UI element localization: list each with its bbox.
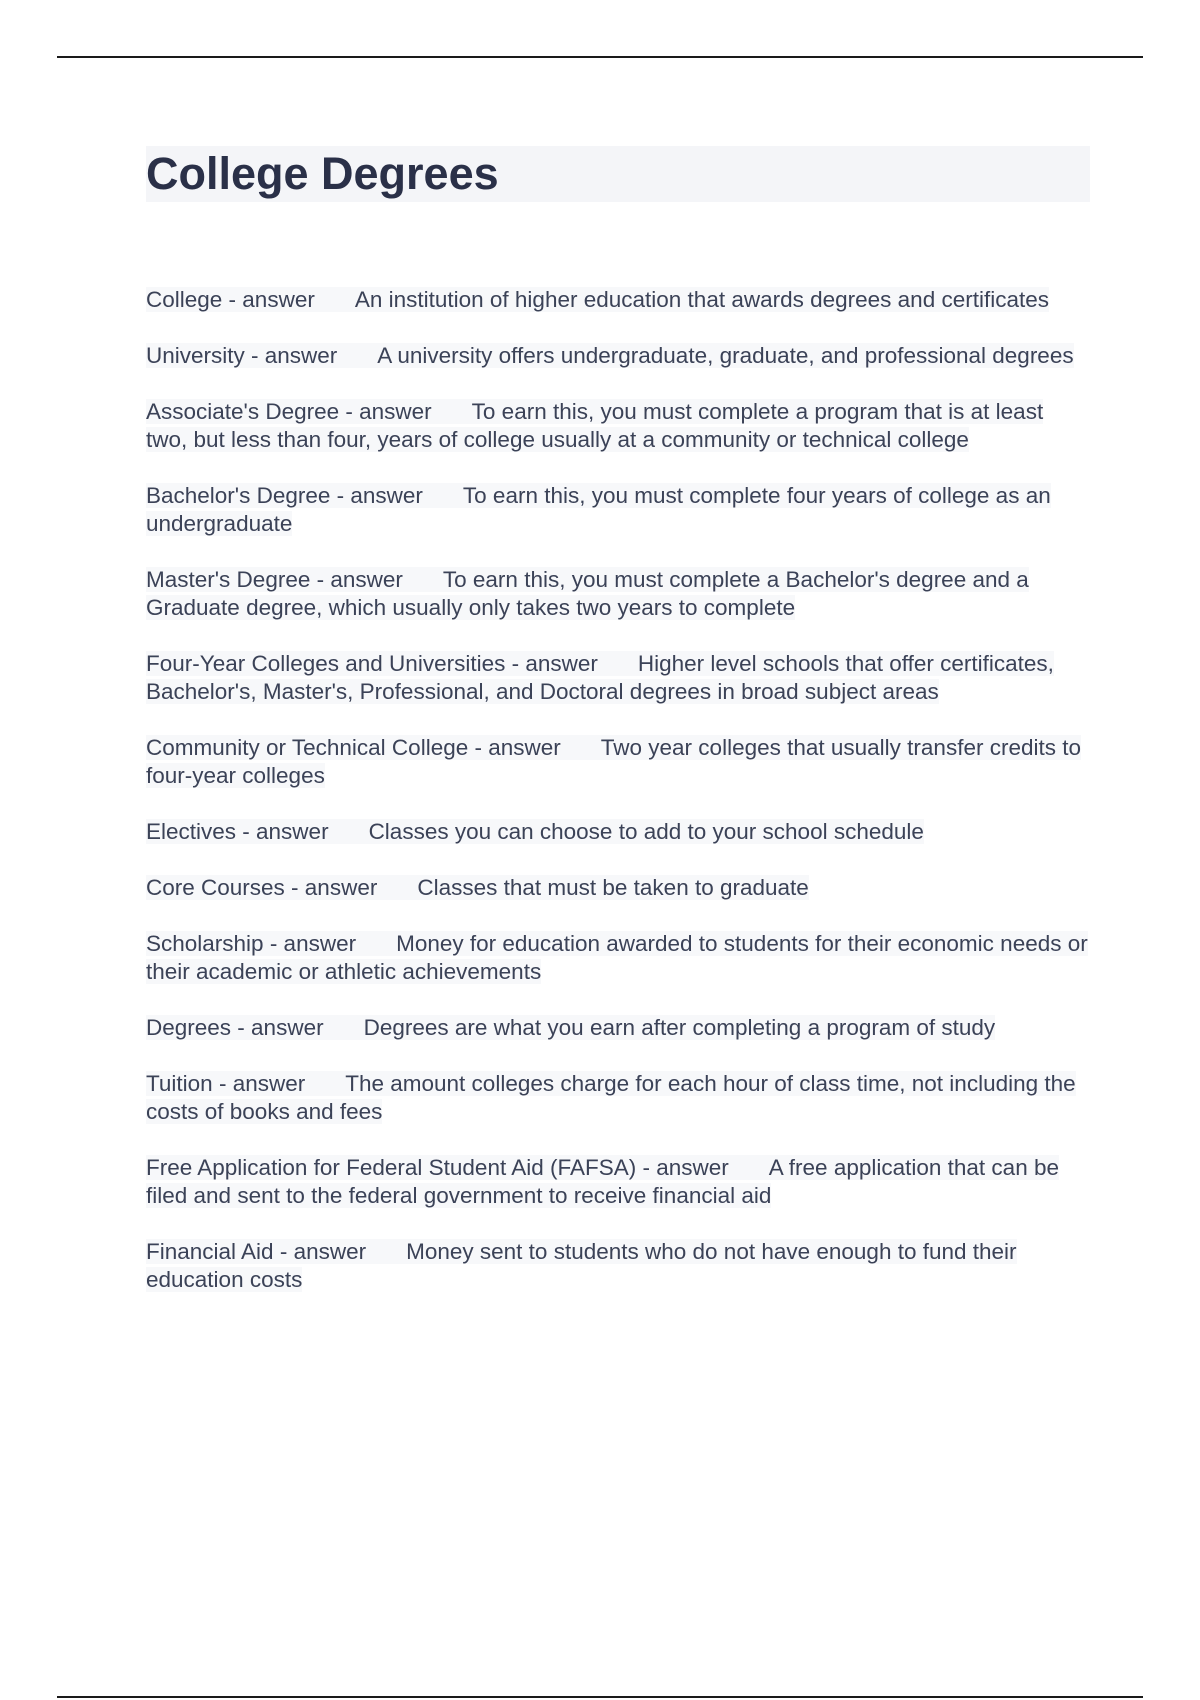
list-item — [146, 874, 1090, 902]
list-item — [146, 566, 1090, 622]
list-item — [146, 1154, 1090, 1210]
entry-term: Community or Technical College - answer — [146, 735, 561, 760]
entry-definition: Classes you can choose to add to your school schedule — [368, 819, 924, 844]
entry-term: Electives - answer — [146, 819, 329, 844]
entry-term: Master's Degree - answer — [146, 567, 403, 592]
entry-definition: The amount colleges charge for each hour of class time, not including the costs of books and fees — [146, 1071, 1076, 1124]
list-item — [146, 482, 1090, 538]
entry-term: Degrees - answer — [146, 1015, 324, 1040]
entry-term: Associate's Degree - answer — [146, 399, 432, 424]
list-item — [146, 398, 1090, 454]
entry-term: Tuition - answer — [146, 1071, 306, 1096]
entry-definition: Higher level schools that offer certificates, Bachelor's, Master's, Professional, and Doctoral degrees in broad subject areas — [146, 651, 1054, 704]
entry-definition: Classes that must be taken to graduate — [417, 875, 809, 900]
list-item — [146, 650, 1090, 706]
bottom-rule — [57, 1696, 1143, 1698]
entry-term: Financial Aid - answer — [146, 1239, 367, 1264]
entry-definition: To earn this, you must complete four years of college as an undergraduate — [146, 483, 1051, 536]
list-item — [146, 1014, 1090, 1042]
entry-term: Bachelor's Degree - answer — [146, 483, 423, 508]
list-item — [146, 818, 1090, 846]
entry-definition: An institution of higher education that awards degrees and certificates — [354, 287, 1049, 312]
entry-definition: Two year colleges that usually transfer credits to four-year colleges — [146, 735, 1081, 788]
list-item — [146, 1070, 1090, 1126]
entry-definition: Money sent to students who do not have enough to fund their education costs — [146, 1239, 1017, 1292]
entry-term: College - answer — [146, 287, 315, 312]
entry-term: Scholarship - answer — [146, 931, 357, 956]
list-item — [146, 1238, 1090, 1294]
page-title: College Degrees — [146, 146, 1090, 202]
entry-term: Free Application for Federal Student Aid (FAFSA) - answer — [146, 1155, 729, 1180]
entry-definition: Money for education awarded to students for their economic needs or their academic or athletic achievements — [146, 931, 1088, 984]
entry-definition: To earn this, you must complete a Bachelor's degree and a Graduate degree, which usually only takes two years to complete — [146, 567, 1029, 620]
list-item — [146, 930, 1090, 986]
entry-list — [146, 286, 1090, 1294]
entry-definition: Degrees are what you earn after completing a program of study — [363, 1015, 996, 1040]
list-item — [146, 342, 1090, 370]
entry-definition: To earn this, you must complete a program that is at least two, but less than four, years of college usually at a community or technical college — [146, 399, 1044, 452]
top-rule — [57, 56, 1143, 58]
entry-definition: A university offers undergraduate, graduate, and professional degrees — [377, 343, 1074, 368]
entry-definition: A free application that can be filed and sent to the federal government to receive financial aid — [146, 1155, 1059, 1208]
document-body — [146, 146, 1090, 1322]
entry-term: University - answer — [146, 343, 338, 368]
list-item — [146, 734, 1090, 790]
list-item — [146, 286, 1090, 314]
entry-term: Core Courses - answer — [146, 875, 378, 900]
entry-term: Four-Year Colleges and Universities - answer — [146, 651, 598, 676]
